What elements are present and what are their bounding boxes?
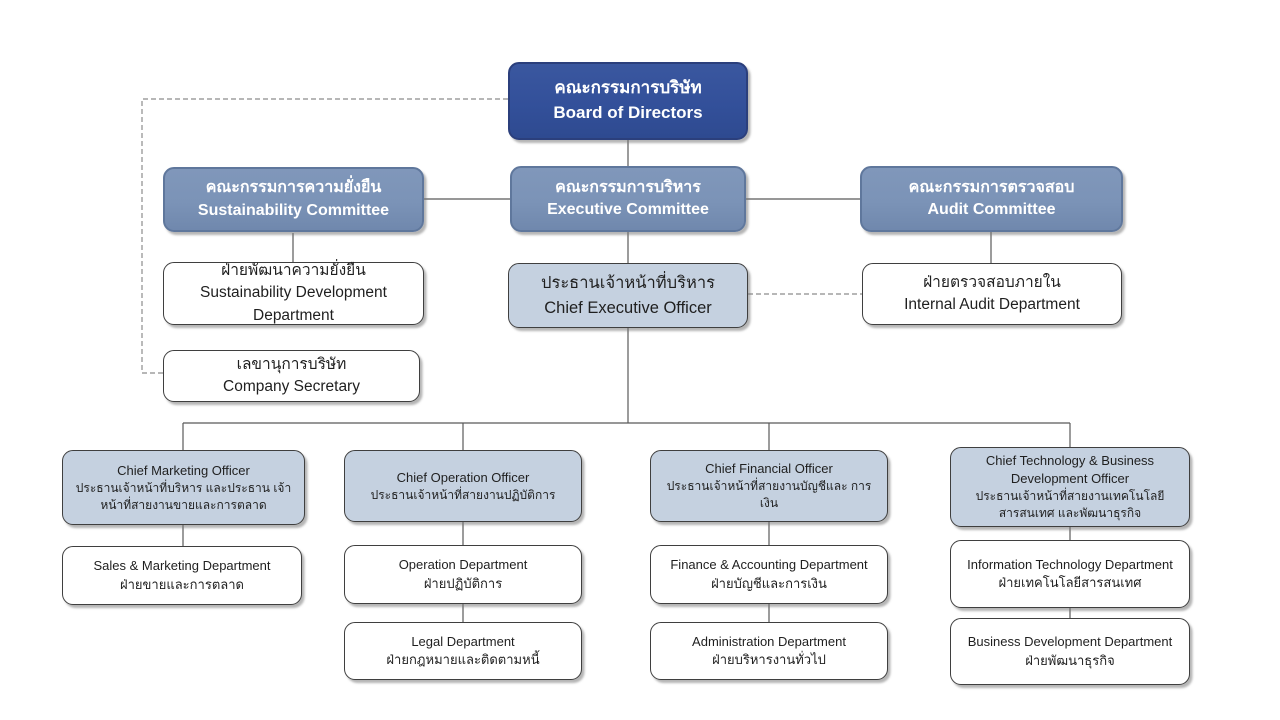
- node-chief-executive-officer[interactable]: [508, 263, 748, 328]
- node-label-th: ฝ่ายบัญชีและการเงิน: [711, 575, 827, 591]
- node-label-th: ประธานเจ้าหน้าที่สายงานบัญชีและ การเงิน: [666, 479, 872, 511]
- node-legal-department[interactable]: [344, 622, 582, 680]
- node-label-en: Board of Directors: [553, 103, 703, 122]
- node-chief-marketing-officer[interactable]: [62, 450, 305, 525]
- node-label-th: คณะกรรมการบริษัท: [554, 78, 702, 98]
- node-administration-department[interactable]: [650, 622, 888, 680]
- node-label-en: Chief Marketing Officer: [117, 462, 250, 478]
- node-label-th: ประธานเจ้าหน้าที่สายงานเทคโนโลยี สารสนเทศ และพัฒนาธุรกิจ: [975, 489, 1165, 521]
- node-chief-financial-officer[interactable]: [650, 450, 888, 522]
- node-label-th: ฝ่ายขายและการตลาด: [120, 576, 244, 592]
- node-label-th: เลขานุการบริษัท: [236, 355, 347, 373]
- node-operation-department[interactable]: [344, 545, 582, 604]
- node-label-en: Chief Executive Officer: [544, 298, 712, 317]
- node-label-en: Company Secretary: [223, 378, 360, 395]
- node-label-en: Business Development Department: [967, 634, 1173, 650]
- node-finance-accounting-department[interactable]: [650, 545, 888, 604]
- line-board-secretary-dashed: [142, 99, 508, 373]
- node-label-th: ประธานเจ้าหน้าที่สายงานปฏิบัติการ: [370, 487, 556, 502]
- node-chief-technology-business-development-officer[interactable]: [950, 447, 1190, 527]
- node-label-th: ฝ่ายตรวจสอบภายใน: [923, 273, 1061, 291]
- node-label-en: Sustainability Committee: [197, 201, 390, 219]
- node-label-en: Executive Committee: [547, 201, 709, 218]
- node-label-th: ฝ่ายพัฒนาความยั่งยืน: [221, 261, 366, 279]
- node-business-development-department[interactable]: [950, 618, 1190, 685]
- node-label-en: Chief Technology & Business Development Officer: [985, 453, 1155, 487]
- node-label-th: คณะกรรมการตรวจสอบ: [908, 178, 1075, 196]
- node-sustainability-development-department[interactable]: [163, 262, 424, 325]
- node-label-th: ฝ่ายบริหารงานทั่วไป: [712, 652, 826, 667]
- node-label-th: ประธานเจ้าหน้าที่บริหาร และประธาน เจ้าหน้าที่สายงานขายและการตลาด: [75, 480, 292, 512]
- node-label-en: Audit Committee: [927, 201, 1056, 218]
- node-label-en: Sales & Marketing Department: [93, 558, 271, 574]
- node-audit-committee[interactable]: [860, 166, 1123, 232]
- node-label-en: Operation Department: [398, 557, 528, 573]
- node-label-en: Finance & Accounting Department: [670, 557, 868, 573]
- node-label-en: Administration Department: [692, 633, 846, 649]
- node-label-th: คณะกรรมการความยั่งยืน: [205, 179, 382, 197]
- node-label-en: Internal Audit Department: [904, 296, 1080, 313]
- node-label-th: ประธานเจ้าหน้าที่บริหาร: [540, 273, 716, 292]
- node-label-en: Information Technology Department: [967, 556, 1173, 572]
- node-label-en: Chief Operation Officer: [396, 469, 530, 485]
- node-label-en: Sustainability Development Department: [200, 284, 387, 324]
- node-company-secretary[interactable]: [163, 350, 420, 402]
- node-label-th: ฝ่ายพัฒนาธุรกิจ: [1025, 652, 1115, 668]
- node-board-of-directors[interactable]: [508, 62, 748, 140]
- node-sustainability-committee[interactable]: [163, 167, 424, 232]
- node-executive-committee[interactable]: [510, 166, 746, 232]
- node-label-th: คณะกรรมการบริหาร: [555, 178, 701, 196]
- node-information-technology-department[interactable]: [950, 540, 1190, 608]
- node-label-en: Legal Department: [411, 633, 515, 649]
- node-label-th: ฝ่ายเทคโนโลยีสารสนเทศ: [998, 575, 1142, 590]
- node-label-en: Chief Financial Officer: [705, 461, 833, 477]
- node-chief-operation-officer[interactable]: [344, 450, 582, 522]
- node-label-th: ฝ่ายกฎหมายและติดตามหนี้: [386, 652, 540, 667]
- node-internal-audit-department[interactable]: [862, 263, 1122, 325]
- node-label-th: ฝ่ายปฏิบัติการ: [423, 575, 503, 591]
- node-sales-marketing-department[interactable]: [62, 546, 302, 605]
